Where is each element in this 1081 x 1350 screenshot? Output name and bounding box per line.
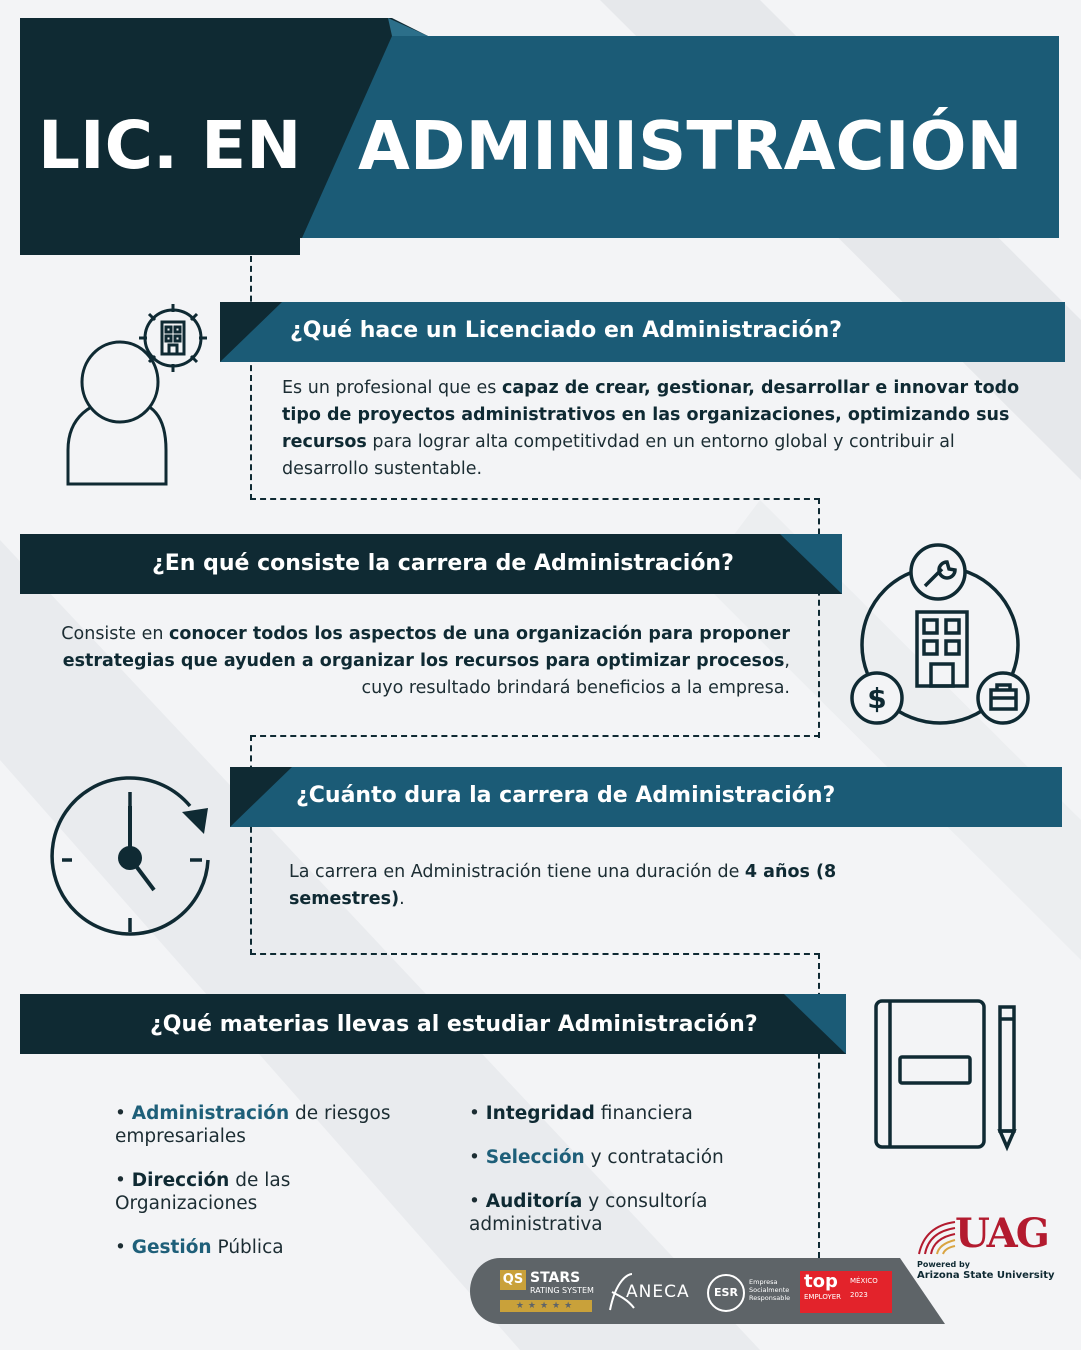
section3-title: ¿Cuánto dura la carrera de Administración? — [296, 783, 836, 808]
building-tools-money-briefcase-icon — [845, 540, 1035, 730]
list-item: • Gestión Pública — [115, 1237, 284, 1258]
person-gear-building-icon — [38, 300, 218, 490]
qs-stars-badge: QS STARS RATING SYSTEM ★★★★★ — [500, 1270, 592, 1314]
aneca-logo: ANECA — [606, 1270, 701, 1314]
header-title-right: ADMINISTRACIÓN — [358, 107, 1023, 185]
section4-title: ¿Qué materias llevas al estudiar Administración? — [150, 1012, 758, 1037]
list-item: • Auditoría y consultoría administrativa — [469, 1191, 708, 1235]
section2-text: Consiste en conocer todos los aspectos de una organización para proponer estrategias que ayuden a organizar los recursos para optimizar procesos, cuyo resultado brindará beneficios a la empresa. — [61, 624, 790, 698]
svg-text:$: $ — [867, 682, 887, 715]
subjects-list-right — [469, 1102, 789, 1257]
list-item: • Integridad financiera — [469, 1103, 693, 1124]
subjects-list-left — [115, 1102, 435, 1280]
clock-icon — [48, 772, 218, 942]
esr-logo: ESR Empresa Socialmente Responsable — [707, 1272, 792, 1312]
section2-title: ¿En qué consiste la carrera de Administración? — [152, 551, 734, 576]
top-employer-badge: top EMPLOYER MÉXICO 2023 — [800, 1271, 892, 1313]
list-item: • Dirección de las Organizaciones — [115, 1170, 291, 1214]
section3-text: La carrera en Administración tiene una duración de 4 años (8 semestres). — [289, 862, 837, 909]
list-item: • Selección y contratación — [469, 1147, 724, 1168]
uag-sunburst-icon — [915, 1216, 957, 1256]
section1-title: ¿Qué hace un Licenciado en Administración? — [290, 318, 843, 343]
section1-text: Es un profesional que es capaz de crear, gestionar, desarrollar e innovar todo tipo de proyectos administrativos en las organizaciones, optimizando sus recursos para lograr alta competitivdad en un entorno global y contribuir al desarrollo sustentable. — [282, 378, 1020, 479]
header-title-left: LIC. EN — [38, 107, 302, 184]
notebook-pencil-icon — [870, 995, 1030, 1155]
list-item: • Administración de riesgos empresariales — [115, 1103, 391, 1147]
uag-logo: UAG Powered by Arizona State University — [917, 1210, 1055, 1281]
